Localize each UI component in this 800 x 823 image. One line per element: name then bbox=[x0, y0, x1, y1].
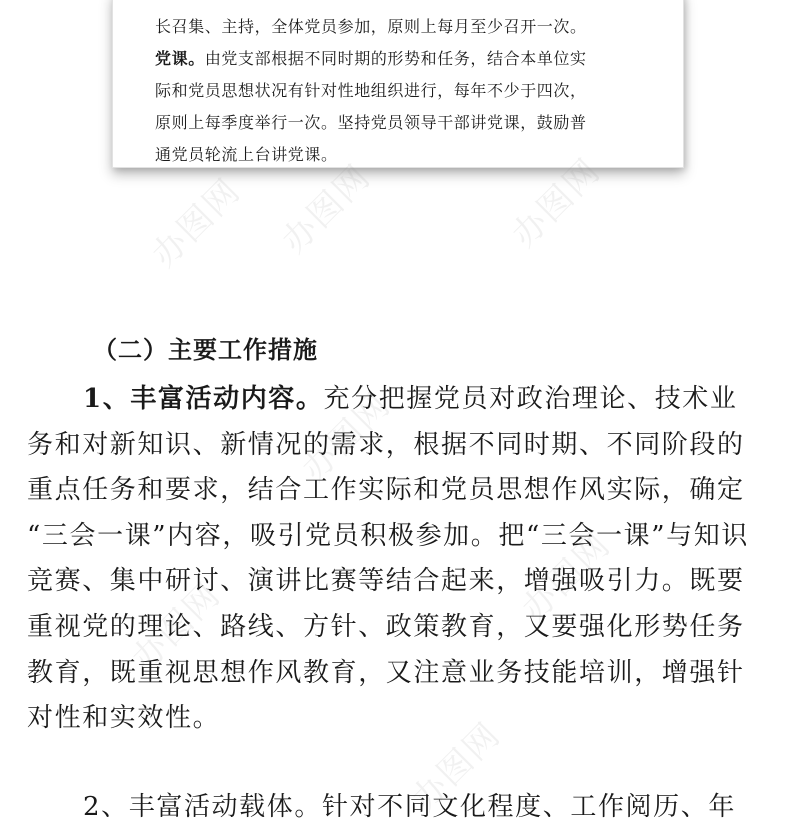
box-line-3 bbox=[155, 75, 659, 107]
party-lecture-term: 党课。 bbox=[155, 49, 205, 68]
box-line-1-text: 长召集、主持，全体党员参加，原则上每月至少召开一次。 bbox=[155, 17, 587, 36]
watermark: 办图网 bbox=[294, 384, 399, 490]
box-line-4-text: 原则上每季度举行一次。坚持党员领导干部讲党课，鼓励普 bbox=[155, 113, 587, 132]
box-line-3-text: 际和党员思想状况有针对性地组织进行，每年不少于四次， bbox=[155, 81, 587, 100]
paragraph-line-6: 重视党的理论、路线、方针、政策教育，又要强化形势任务 bbox=[27, 611, 745, 642]
box-line-5 bbox=[155, 139, 659, 171]
paragraph-line-1 bbox=[27, 377, 787, 423]
regulation-box bbox=[112, 0, 684, 168]
watermark: 办图网 bbox=[124, 574, 229, 680]
paragraph-line-7: 教育，既重视思想作风教育，又注意业务技能培训，增强针 bbox=[27, 657, 745, 688]
box-line-1 bbox=[155, 11, 659, 43]
paragraph-line-5: 竞赛、集中研讨、演讲比赛等结合起来，增强吸引力。既要 bbox=[27, 566, 745, 597]
watermark: 办图网 bbox=[144, 170, 249, 276]
paragraph-line-2: 务和对新知识、新情况的需求，根据不同时期、不同阶段的 bbox=[27, 429, 745, 460]
measure-paragraph bbox=[27, 377, 787, 742]
box-line-5-text: 通党员轮流上台讲党课。 bbox=[155, 145, 338, 164]
watermark: 办图网 bbox=[514, 524, 619, 630]
watermark: 办图网 bbox=[504, 150, 609, 256]
paragraph-line-4: “三会一课”内容，吸引党员积极参加。把“三会一课”与知识 bbox=[27, 520, 749, 551]
paragraph-text: 充分把握党员对政治理论、技术业 bbox=[323, 384, 738, 414]
box-line-2 bbox=[155, 43, 659, 75]
paragraph-line-3: 重点任务和要求，结合工作实际和党员思想作风实际，确定 bbox=[27, 475, 745, 506]
section-heading: （二）主要工作措施 bbox=[93, 335, 318, 364]
next-item-partial: 2、丰富活动载体。针对不同文化程度、工作阅历、年 bbox=[83, 792, 736, 822]
watermark: 办图网 bbox=[274, 156, 379, 262]
box-line-4 bbox=[155, 107, 659, 139]
paragraph-line-8: 对性和实效性。 bbox=[27, 703, 221, 734]
watermark: 办图网 bbox=[404, 714, 509, 820]
box-line-2-text: 由党支部根据不同时期的形势和任务，结合本单位实 bbox=[204, 49, 587, 68]
item-title: 1、丰富活动内容。 bbox=[83, 384, 324, 414]
